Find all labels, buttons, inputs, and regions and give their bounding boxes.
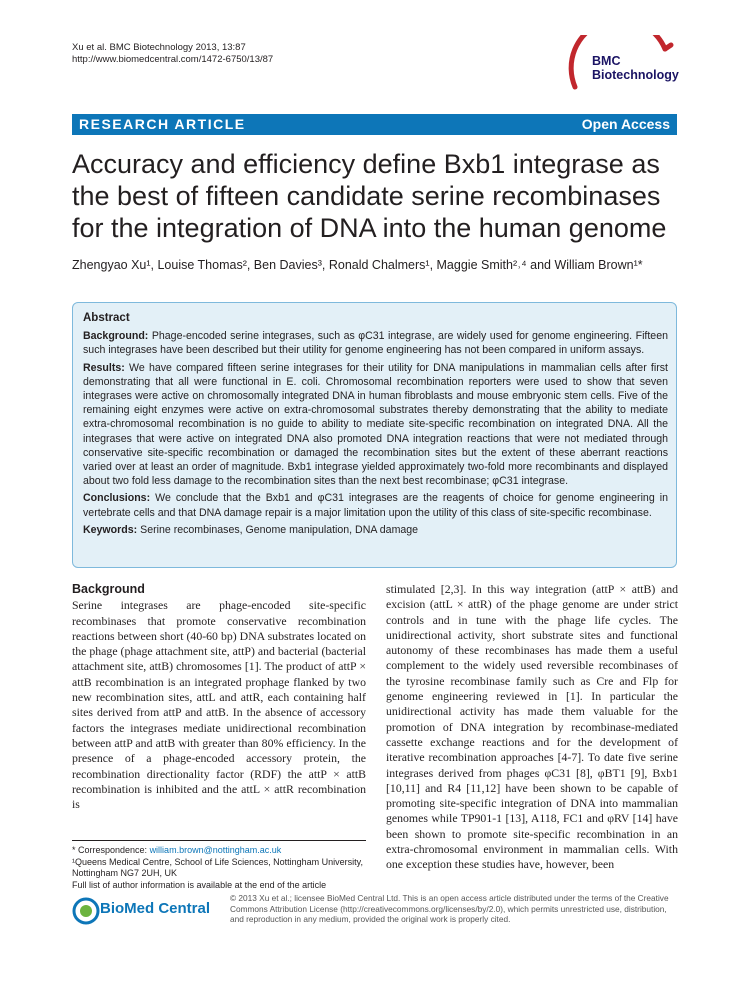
body-column-left (72, 582, 366, 812)
body-column-right (386, 582, 678, 873)
abstract-conclusions-text: We conclude that the Bxb1 and φC31 integrases are the reagents of choice for genome engineering in vertebrate cells and that DNA damage repair is a major limitation upon the utility of this class of site-specific recombinase. (83, 492, 668, 519)
author-info-note: Full list of author information is available at the end of the article (72, 879, 327, 890)
correspondence (72, 845, 366, 857)
article-type-banner (72, 114, 677, 135)
abstract-background (83, 329, 668, 357)
body-paragraph-left: Serine integrases are phage-encoded site-specific recombinases that promote conservative recombination reactions between short (40-60 bp) DNA substrates located on the phage (phage attachment site, attP) and bacterial (bacterial attachment site, attB) chromosomes [1]. The product of attP × attB recombination is an integrated prophage flanked by two new recombination sites, attL and attR, each containing half sites derived from attP and attB. In the absence of accessory factors the integrases mediate unidirectional recombination between attP and attB with greater than 80% efficiency. In the presence of a phage-encoded accessory protein, the recombination directionality factor (RDF) the attP × attB recombination is inhibited and the attL × attR recombination is (72, 598, 366, 812)
biomed-central-logo-text: BioMed Central (100, 900, 211, 917)
abstract-results-label: Results: (83, 361, 125, 374)
correspondence-label: * Correspondence: (72, 845, 148, 855)
article-url[interactable]: http://www.biomedcentral.com/1472-6750/13/87 (72, 54, 274, 65)
abstract-background-label: Background: (83, 330, 149, 343)
abstract-keywords-text: Serine recombinases, Genome manipulation, DNA damage (140, 523, 419, 536)
abstract-results-text: We have compared fifteen serine integrases for their utility for DNA manipulations in mammalian cells after first demonstrating that all were functional in E. coli. Chromosomal recombination reporters were used to show that seven integrases were active on chromosomally integrated DNA in human fibroblasts and mouse embryonic stem cells. Five of the remaining eight enzymes were active on extra-chromosomal substrates thereby demonstrating that the ability to mediate extra-chromosomal recombination is no guide to ability to mediate site-specific recombination on integrated DNA. All the integrases that were active on integrated DNA also promoted DNA integration reactions that were not mediated through conservative site-specific recombination or damaged the recombination sites but the extent of these aberrant reactions varied over at least an order of magnitude. Bxb1 integrase yielded approximately two-fold more recombinants and displayed about two fold less damage to the recombination sites than the next best recombinase; φC31 integrase. (83, 361, 669, 488)
author-list: Zhengyao Xu¹, Louise Thomas², Ben Davies³, Ronald Chalmers¹, Maggie Smith²˒⁴ and William Brown¹* (72, 258, 643, 272)
abstract-box (72, 302, 677, 568)
abstract-conclusions-label: Conclusions: (83, 492, 151, 505)
abstract-results (83, 361, 668, 489)
article-type-label: RESEARCH ARTICLE (79, 116, 246, 132)
abstract-background-text: Phage-encoded serine integrases, such as φC31 integrase, are widely used for genome engineering. Fifteen such integrases have been described but their utility for genome engineering has not been compared in uniform assays. (83, 330, 668, 357)
license-text: © 2013 Xu et al.; licensee BioMed Central Ltd. This is an open access article distributed under the terms of the Creative Commons Attribution License (http://creativecommons.org/licenses/by/2.0), which permits unrestricted use, distribution, and reproduction in any medium, provided the original work is properly cited. (230, 893, 669, 924)
footnotes (72, 840, 366, 891)
open-access-label: Open Access (581, 116, 670, 132)
abstract-conclusions (83, 491, 668, 519)
body-paragraph-right: stimulated [2,3]. In this way integration (attP × attB) and excision (attL × attR) of the phage genome are under strict controls and in tune with the phage life cycles. The unidirectional activity, short substrate sites and functional autonomy of these recombinases has made them a useful complement to the widely used reversible recombinases of the tyrosine recombinase family such as Cre and Flp for genome engineering reviewed in [1]. In particular the unidirectional activity has made them valuable for the promotion of DNA integration by recombinase-mediated cassette exchange reactions and for the development of iterative recombination approaches [4-7]. To date five serine integrases derived from phages φC31 [8], φBT1 [9], Bxb1 [10,11] and R4 [11,12] have been shown to be capable of promoting site-specific integration of DNA into mammalian genomes while TP901-1 [13], A118, FC1 and φRV [14] have been shown to promote site-specific recombination in an extra-chromosomal environment in mammalian cells. With one exception these studies have, however, been (386, 582, 678, 872)
affiliation: ¹Queens Medical Centre, School of Life Sciences, Nottingham University, Nottingham NG7 2UH, UK (72, 856, 363, 878)
journal-logo-line2: Biotechnology (592, 68, 679, 82)
journal-logo (592, 54, 679, 82)
journal-logo-line1: BMC (592, 54, 621, 68)
abstract-keywords (83, 523, 668, 537)
abstract-keywords-label: Keywords: (83, 523, 138, 536)
section-heading-background: Background (72, 582, 145, 596)
citation-header (72, 42, 273, 66)
article-title: Accuracy and efficiency define Bxb1 integrase as the best of fifteen candidate serine recombinases for the integration of DNA into the human genome (72, 149, 667, 243)
citation-line: Xu et al. BMC Biotechnology 2013, 13:87 (72, 42, 246, 53)
correspondence-email-link[interactable]: william.brown@nottingham.ac.uk (149, 845, 282, 855)
abstract-heading: Abstract (83, 312, 130, 324)
